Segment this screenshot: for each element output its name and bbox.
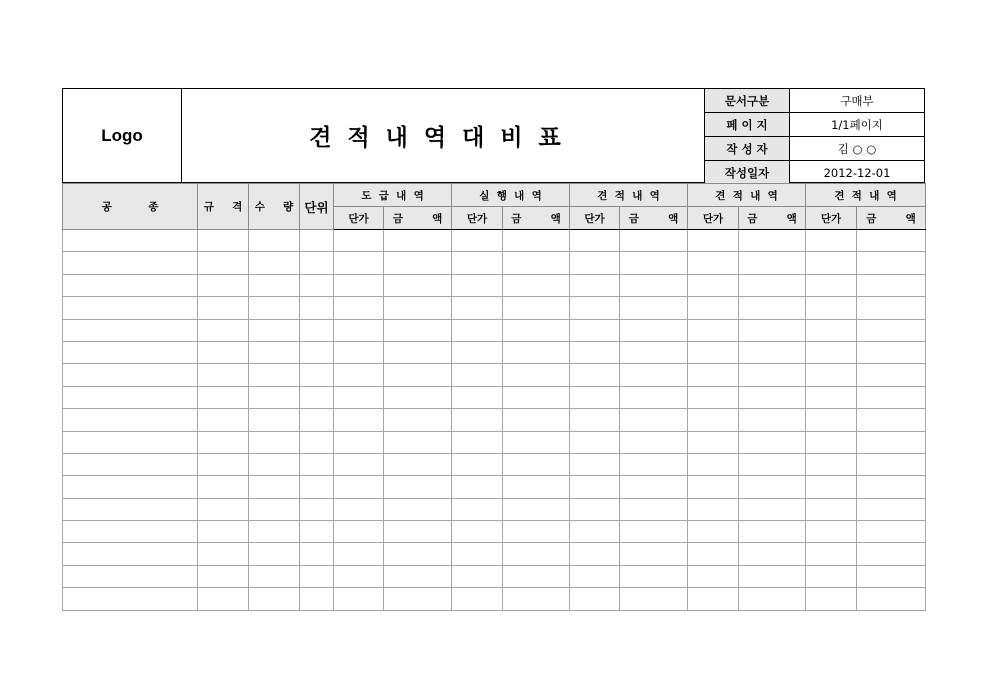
table-cell[interactable] <box>620 565 688 587</box>
table-cell[interactable] <box>63 386 198 408</box>
table-cell[interactable] <box>688 588 739 610</box>
table-cell[interactable] <box>857 409 926 431</box>
info-label: 페 이 지 <box>705 113 790 137</box>
table-cell[interactable] <box>452 341 503 363</box>
table-body <box>63 230 926 611</box>
header-group-contract: 도 급 내 역 <box>334 184 452 207</box>
table-cell[interactable] <box>570 476 620 498</box>
table-cell[interactable] <box>300 543 334 565</box>
table-cell[interactable] <box>570 386 620 408</box>
table-cell[interactable] <box>452 498 503 520</box>
table-cell[interactable] <box>300 521 334 543</box>
table-cell[interactable] <box>334 230 384 252</box>
table-cell[interactable] <box>739 341 806 363</box>
table-cell[interactable] <box>300 230 334 252</box>
table-cell[interactable] <box>249 431 300 453</box>
table-cell[interactable] <box>249 252 300 274</box>
table-cell[interactable] <box>198 341 249 363</box>
table-cell[interactable] <box>249 521 300 543</box>
table-cell[interactable] <box>857 297 926 319</box>
table-cell[interactable] <box>452 565 503 587</box>
table-cell[interactable] <box>688 431 739 453</box>
table-cell[interactable] <box>63 498 198 520</box>
table-cell[interactable] <box>739 274 806 296</box>
table-cell[interactable] <box>620 386 688 408</box>
info-label: 문서구분 <box>705 89 790 113</box>
table-cell[interactable] <box>503 431 570 453</box>
table-cell[interactable] <box>452 431 503 453</box>
table-cell[interactable] <box>857 498 926 520</box>
table-cell[interactable] <box>857 588 926 610</box>
table-row <box>63 386 926 408</box>
info-row-date <box>705 161 925 185</box>
table-cell[interactable] <box>739 476 806 498</box>
table-cell[interactable] <box>63 252 198 274</box>
table-cell[interactable] <box>503 274 570 296</box>
header-quantity: 수 량 <box>249 184 300 230</box>
table-cell[interactable] <box>300 476 334 498</box>
table-cell[interactable] <box>198 252 249 274</box>
table-cell[interactable] <box>806 252 857 274</box>
table-cell[interactable] <box>806 476 857 498</box>
table-cell[interactable] <box>857 319 926 341</box>
table-cell[interactable] <box>452 543 503 565</box>
table-cell[interactable] <box>452 252 503 274</box>
table-cell[interactable] <box>806 588 857 610</box>
table-cell[interactable] <box>384 476 452 498</box>
table-cell[interactable] <box>452 297 503 319</box>
table-cell[interactable] <box>570 565 620 587</box>
table-cell[interactable] <box>857 521 926 543</box>
table-cell[interactable] <box>300 565 334 587</box>
table-cell[interactable] <box>620 521 688 543</box>
table-row <box>63 453 926 475</box>
header-work-type: 공 종 <box>63 184 198 230</box>
header-group-estimate-2: 견 적 내 역 <box>688 184 806 207</box>
table-cell[interactable] <box>620 543 688 565</box>
table-cell[interactable] <box>688 364 739 386</box>
table-cell[interactable] <box>857 453 926 475</box>
header-unit-price: 단가 <box>452 207 503 230</box>
table-cell[interactable] <box>334 453 384 475</box>
table-cell[interactable] <box>570 319 620 341</box>
table-cell[interactable] <box>198 364 249 386</box>
table-cell[interactable] <box>806 409 857 431</box>
table-cell[interactable] <box>300 341 334 363</box>
table-cell[interactable] <box>334 252 384 274</box>
table-cell[interactable] <box>688 521 739 543</box>
table-cell[interactable] <box>857 543 926 565</box>
table-cell[interactable] <box>198 565 249 587</box>
table-cell[interactable] <box>620 341 688 363</box>
table-cell[interactable] <box>63 297 198 319</box>
table-cell[interactable] <box>300 453 334 475</box>
info-value: 구매부 <box>790 89 925 113</box>
table-cell[interactable] <box>300 409 334 431</box>
table-cell[interactable] <box>570 409 620 431</box>
table-cell[interactable] <box>806 297 857 319</box>
table-cell[interactable] <box>384 521 452 543</box>
table-cell[interactable] <box>806 341 857 363</box>
table-cell[interactable] <box>739 565 806 587</box>
table-cell[interactable] <box>198 319 249 341</box>
table-row <box>63 521 926 543</box>
table-cell[interactable] <box>334 319 384 341</box>
table-cell[interactable] <box>739 386 806 408</box>
table-cell[interactable] <box>452 453 503 475</box>
table-cell[interactable] <box>452 230 503 252</box>
table-cell[interactable] <box>688 319 739 341</box>
table-cell[interactable] <box>857 341 926 363</box>
table-cell[interactable] <box>384 565 452 587</box>
table-cell[interactable] <box>384 252 452 274</box>
table-cell[interactable] <box>806 565 857 587</box>
info-value: 1/1페이지 <box>790 113 925 137</box>
table-cell[interactable] <box>857 386 926 408</box>
table-cell[interactable] <box>249 386 300 408</box>
table-cell[interactable] <box>503 409 570 431</box>
table-cell[interactable] <box>620 274 688 296</box>
table-row <box>63 409 926 431</box>
table-cell[interactable] <box>384 386 452 408</box>
table-cell[interactable] <box>334 476 384 498</box>
table-cell[interactable] <box>620 364 688 386</box>
info-label: 작 성 자 <box>705 137 790 161</box>
table-cell[interactable] <box>384 588 452 610</box>
table-cell[interactable] <box>334 274 384 296</box>
table-cell[interactable] <box>198 274 249 296</box>
table-cell[interactable] <box>739 297 806 319</box>
table-row <box>63 252 926 274</box>
table-cell[interactable] <box>249 274 300 296</box>
table-cell[interactable] <box>384 453 452 475</box>
table-cell[interactable] <box>198 588 249 610</box>
table-cell[interactable] <box>384 297 452 319</box>
table-cell[interactable] <box>503 297 570 319</box>
table-cell[interactable] <box>334 364 384 386</box>
table-cell[interactable] <box>503 386 570 408</box>
table-cell[interactable] <box>739 543 806 565</box>
table-cell[interactable] <box>857 364 926 386</box>
table-cell[interactable] <box>63 476 198 498</box>
table-cell[interactable] <box>806 274 857 296</box>
table-cell[interactable] <box>503 498 570 520</box>
table-cell[interactable] <box>334 409 384 431</box>
header-group-estimate-3: 견 적 내 역 <box>806 184 926 207</box>
table-cell[interactable] <box>620 431 688 453</box>
table-cell[interactable] <box>384 409 452 431</box>
table-cell[interactable] <box>739 521 806 543</box>
table-row <box>63 230 926 252</box>
table-cell[interactable] <box>570 341 620 363</box>
table-cell[interactable] <box>688 274 739 296</box>
header-amount: 금 액 <box>857 207 926 230</box>
table-cell[interactable] <box>300 498 334 520</box>
table-cell[interactable] <box>384 543 452 565</box>
header-unit-price: 단가 <box>806 207 857 230</box>
table-cell[interactable] <box>620 498 688 520</box>
info-value: 김 ○ ○ <box>790 137 925 161</box>
table-cell[interactable] <box>300 252 334 274</box>
table-cell[interactable] <box>334 498 384 520</box>
table-cell[interactable] <box>249 588 300 610</box>
table-cell[interactable] <box>620 409 688 431</box>
table-cell[interactable] <box>503 453 570 475</box>
table-cell[interactable] <box>570 252 620 274</box>
table-cell[interactable] <box>739 364 806 386</box>
header-group-execution: 실 행 내 역 <box>452 184 570 207</box>
table-cell[interactable] <box>334 341 384 363</box>
table-cell[interactable] <box>384 230 452 252</box>
header-unit-price: 단가 <box>570 207 620 230</box>
table-cell[interactable] <box>300 588 334 610</box>
info-label: 작성일자 <box>705 161 790 185</box>
table-cell[interactable] <box>249 543 300 565</box>
table-cell[interactable] <box>806 521 857 543</box>
table-cell[interactable] <box>384 498 452 520</box>
header-amount: 금 액 <box>384 207 452 230</box>
table-cell[interactable] <box>300 364 334 386</box>
table-cell[interactable] <box>198 386 249 408</box>
table-cell[interactable] <box>198 476 249 498</box>
table-cell[interactable] <box>688 543 739 565</box>
table-cell[interactable] <box>739 498 806 520</box>
table-cell[interactable] <box>198 453 249 475</box>
table-cell[interactable] <box>688 341 739 363</box>
info-row-page <box>705 113 925 137</box>
table-cell[interactable] <box>570 230 620 252</box>
table-cell[interactable] <box>63 521 198 543</box>
table-cell[interactable] <box>570 543 620 565</box>
table-row <box>63 588 926 610</box>
info-row-doc-type <box>705 89 925 113</box>
table-cell[interactable] <box>503 252 570 274</box>
table-cell[interactable] <box>63 543 198 565</box>
table-cell[interactable] <box>384 319 452 341</box>
table-cell[interactable] <box>570 274 620 296</box>
table-cell[interactable] <box>452 274 503 296</box>
table-cell[interactable] <box>620 252 688 274</box>
table-cell[interactable] <box>688 498 739 520</box>
table-cell[interactable] <box>334 588 384 610</box>
table-cell[interactable] <box>63 453 198 475</box>
table-cell[interactable] <box>570 453 620 475</box>
table-cell[interactable] <box>452 364 503 386</box>
table-cell[interactable] <box>688 297 739 319</box>
table-cell[interactable] <box>63 409 198 431</box>
table-cell[interactable] <box>452 521 503 543</box>
table-cell[interactable] <box>249 319 300 341</box>
table-cell[interactable] <box>249 565 300 587</box>
document-info-table <box>704 89 924 184</box>
table-row <box>63 431 926 453</box>
table-cell[interactable] <box>503 543 570 565</box>
table-cell[interactable] <box>198 431 249 453</box>
table-cell[interactable] <box>63 341 198 363</box>
table-cell[interactable] <box>452 476 503 498</box>
table-cell[interactable] <box>620 476 688 498</box>
table-cell[interactable] <box>249 476 300 498</box>
header-unit-price: 단가 <box>334 207 384 230</box>
table-cell[interactable] <box>806 498 857 520</box>
logo: Logo <box>63 89 182 182</box>
table-cell[interactable] <box>63 319 198 341</box>
table-cell[interactable] <box>806 230 857 252</box>
table-cell[interactable] <box>806 386 857 408</box>
table-cell[interactable] <box>620 297 688 319</box>
table-cell[interactable] <box>570 364 620 386</box>
table-cell[interactable] <box>63 565 198 587</box>
table-cell[interactable] <box>198 498 249 520</box>
table-cell[interactable] <box>503 319 570 341</box>
table-cell[interactable] <box>63 588 198 610</box>
table-cell[interactable] <box>570 297 620 319</box>
table-cell[interactable] <box>620 588 688 610</box>
table-cell[interactable] <box>198 230 249 252</box>
table-cell[interactable] <box>334 521 384 543</box>
table-cell[interactable] <box>334 543 384 565</box>
table-cell[interactable] <box>620 319 688 341</box>
table-cell[interactable] <box>452 588 503 610</box>
table-cell[interactable] <box>570 431 620 453</box>
header-amount: 금 액 <box>739 207 806 230</box>
table-cell[interactable] <box>688 230 739 252</box>
document-header <box>62 88 925 183</box>
table-cell[interactable] <box>688 252 739 274</box>
table-cell[interactable] <box>620 453 688 475</box>
header-unit: 단위 <box>300 184 334 230</box>
table-cell[interactable] <box>249 297 300 319</box>
comparison-table <box>62 183 926 611</box>
table-cell[interactable] <box>452 409 503 431</box>
table-cell[interactable] <box>249 364 300 386</box>
table-row <box>63 319 926 341</box>
info-row-author <box>705 137 925 161</box>
table-cell[interactable] <box>739 252 806 274</box>
table-cell[interactable] <box>334 297 384 319</box>
table-cell[interactable] <box>503 364 570 386</box>
table-cell[interactable] <box>63 230 198 252</box>
table-cell[interactable] <box>249 341 300 363</box>
table-row <box>63 364 926 386</box>
table-cell[interactable] <box>688 476 739 498</box>
table-cell[interactable] <box>688 453 739 475</box>
table-cell[interactable] <box>452 319 503 341</box>
table-cell[interactable] <box>739 431 806 453</box>
table-cell[interactable] <box>198 409 249 431</box>
info-value: 2012-12-01 <box>790 161 925 185</box>
table-cell[interactable] <box>857 252 926 274</box>
table-cell[interactable] <box>249 230 300 252</box>
table-cell[interactable] <box>806 543 857 565</box>
table-cell[interactable] <box>503 341 570 363</box>
header-unit-price: 단가 <box>688 207 739 230</box>
table-cell[interactable] <box>620 230 688 252</box>
table-cell[interactable] <box>688 565 739 587</box>
table-cell[interactable] <box>384 341 452 363</box>
table-cell[interactable] <box>688 386 739 408</box>
table-cell[interactable] <box>857 476 926 498</box>
table-cell[interactable] <box>452 386 503 408</box>
table-cell[interactable] <box>300 431 334 453</box>
table-cell[interactable] <box>806 364 857 386</box>
table-cell[interactable] <box>249 453 300 475</box>
table-cell[interactable] <box>570 498 620 520</box>
header-group-estimate-1: 견 적 내 역 <box>570 184 688 207</box>
table-cell[interactable] <box>198 521 249 543</box>
table-cell[interactable] <box>300 274 334 296</box>
table-cell[interactable] <box>384 364 452 386</box>
header-spec: 규 격 <box>198 184 249 230</box>
table-cell[interactable] <box>384 274 452 296</box>
table-row <box>63 274 926 296</box>
table-cell[interactable] <box>300 386 334 408</box>
table-row <box>63 543 926 565</box>
document-title: 견적내역대비표 <box>309 125 577 151</box>
table-row <box>63 341 926 363</box>
table-cell[interactable] <box>503 588 570 610</box>
table-cell[interactable] <box>857 431 926 453</box>
table-cell[interactable] <box>806 319 857 341</box>
table-cell[interactable] <box>857 274 926 296</box>
table-cell[interactable] <box>249 498 300 520</box>
table-row <box>63 565 926 587</box>
table-cell[interactable] <box>857 230 926 252</box>
table-cell[interactable] <box>503 230 570 252</box>
table-cell[interactable] <box>300 297 334 319</box>
table-cell[interactable] <box>334 565 384 587</box>
header-amount: 금 액 <box>620 207 688 230</box>
table-cell[interactable] <box>249 409 300 431</box>
table-row <box>63 476 926 498</box>
table-cell[interactable] <box>806 453 857 475</box>
table-row <box>63 498 926 520</box>
table-cell[interactable] <box>63 431 198 453</box>
table-cell[interactable] <box>198 543 249 565</box>
header-amount: 금 액 <box>503 207 570 230</box>
table-cell[interactable] <box>503 565 570 587</box>
table-row <box>63 297 926 319</box>
table-cell[interactable] <box>739 319 806 341</box>
table-cell[interactable] <box>63 274 198 296</box>
table-cell[interactable] <box>384 431 452 453</box>
table-cell[interactable] <box>503 476 570 498</box>
table-cell[interactable] <box>688 409 739 431</box>
table-cell[interactable] <box>739 409 806 431</box>
table-cell[interactable] <box>503 521 570 543</box>
table-cell[interactable] <box>739 230 806 252</box>
table-cell[interactable] <box>739 453 806 475</box>
table-cell[interactable] <box>63 364 198 386</box>
table-cell[interactable] <box>570 521 620 543</box>
table-cell[interactable] <box>198 297 249 319</box>
table-cell[interactable] <box>300 319 334 341</box>
table-cell[interactable] <box>739 588 806 610</box>
table-cell[interactable] <box>334 386 384 408</box>
table-cell[interactable] <box>570 588 620 610</box>
table-cell[interactable] <box>857 565 926 587</box>
table-cell[interactable] <box>334 431 384 453</box>
table-cell[interactable] <box>806 431 857 453</box>
